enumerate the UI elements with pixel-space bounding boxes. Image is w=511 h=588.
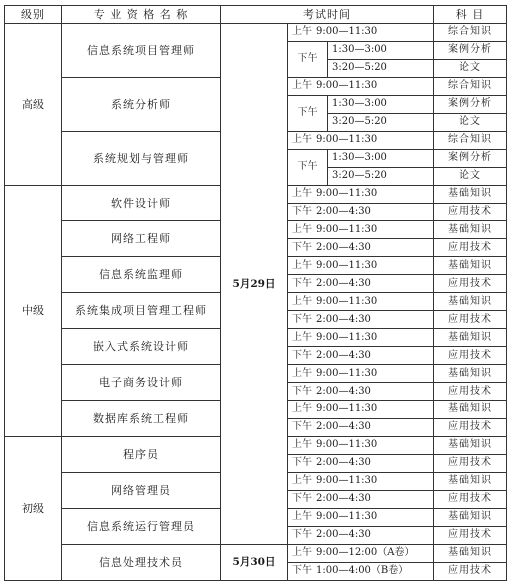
qualification-name: 网络管理员 xyxy=(62,472,221,508)
session-time xyxy=(288,131,434,149)
qualification-name: 嵌入式系统设计师 xyxy=(62,329,221,365)
time-range: 1:30—3:00 xyxy=(328,41,434,59)
subject-cell: 综合知识 xyxy=(434,131,507,149)
time-range: 9:00—11:30 xyxy=(316,188,378,200)
subject-cell: 论文 xyxy=(434,59,507,77)
time-range: 2:00—4:30 xyxy=(316,206,371,217)
subject-cell: 应用技术 xyxy=(434,239,507,257)
period-label: 上午 xyxy=(292,331,312,343)
time-range: 9:00—11:30 xyxy=(316,223,378,235)
session-time xyxy=(288,221,434,239)
subject-cell: 基础知识 xyxy=(434,508,507,526)
header-subject: 科 目 xyxy=(434,6,507,24)
header-row xyxy=(5,6,507,24)
subject-cell: 应用技术 xyxy=(434,562,507,580)
time-range: 2:00—4:30 xyxy=(316,349,371,361)
session-time xyxy=(288,401,434,419)
session-time xyxy=(288,293,434,311)
session-time xyxy=(288,77,434,95)
time-range: 1:30—3:00 xyxy=(328,149,434,167)
session-time xyxy=(288,454,434,472)
subject-cell: 案例分析 xyxy=(434,41,507,59)
session-time xyxy=(288,472,434,490)
session-time xyxy=(288,490,434,508)
subject-cell: 基础知识 xyxy=(434,221,507,239)
period-label: 下午 xyxy=(288,149,328,185)
session-time xyxy=(288,239,434,257)
qualification-name: 电子商务设计师 xyxy=(62,365,221,401)
time-range: 9:00—11:30 xyxy=(316,259,378,271)
subject-cell: 综合知识 xyxy=(434,77,507,95)
subject-cell: 应用技术 xyxy=(434,311,507,329)
time-range: 9:00—11:30 xyxy=(316,511,378,523)
period-label: 下午 xyxy=(292,385,312,397)
qualification-name: 系统分析师 xyxy=(62,77,221,131)
period-label: 下午 xyxy=(292,493,312,505)
period-label: 上午 xyxy=(292,223,312,235)
period-label: 上午 xyxy=(292,80,312,92)
period-label: 上午 xyxy=(292,259,312,271)
time-range: 2:00—4:30 xyxy=(316,493,371,505)
subject-cell: 基础知识 xyxy=(434,472,507,490)
period-label: 上午 xyxy=(292,439,312,451)
time-range: 9:00—11:30 xyxy=(316,80,378,92)
period-label: 上午 xyxy=(292,134,312,146)
time-range: 9:00—11:30 xyxy=(316,475,378,487)
header-level: 级别 xyxy=(5,6,62,24)
qualification-name: 信息处理技术员 xyxy=(62,544,221,580)
time-range: 1:00—4:00（B卷） xyxy=(316,565,409,577)
time-range: 3:20—5:20 xyxy=(328,59,434,77)
time-range: 9:00—11:30 xyxy=(316,367,378,379)
qualification-name: 网络工程师 xyxy=(62,221,221,257)
schedule-body xyxy=(5,24,507,581)
subject-cell: 案例分析 xyxy=(434,95,507,113)
period-label: 下午 xyxy=(292,565,312,577)
subject-cell: 应用技术 xyxy=(434,490,507,508)
session-time xyxy=(288,203,434,221)
period-label: 上午 xyxy=(292,26,312,38)
schedule-row xyxy=(5,24,507,42)
subject-cell: 论文 xyxy=(434,167,507,185)
qualification-name: 信息系统项目管理师 xyxy=(62,24,221,78)
session-time xyxy=(288,347,434,365)
period-label: 下午 xyxy=(292,206,312,217)
session-time xyxy=(288,418,434,436)
qualification-name: 系统规划与管理师 xyxy=(62,131,221,185)
subject-cell: 基础知识 xyxy=(434,329,507,347)
time-range: 9:00—11:30 xyxy=(316,134,378,146)
subject-cell: 综合知识 xyxy=(434,24,507,42)
subject-cell: 应用技术 xyxy=(434,454,507,472)
session-time xyxy=(288,275,434,293)
session-time xyxy=(288,185,434,203)
level-cell: 中级 xyxy=(5,185,62,436)
exam-date: 5月30日 xyxy=(221,544,288,580)
subject-cell: 基础知识 xyxy=(434,293,507,311)
subject-cell: 应用技术 xyxy=(434,203,507,221)
time-range: 9:00—11:30 xyxy=(316,26,378,38)
time-range: 1:30—3:00 xyxy=(328,95,434,113)
period-label: 上午 xyxy=(292,295,312,307)
session-time xyxy=(288,24,434,42)
subject-cell: 基础知识 xyxy=(434,544,507,562)
period-label: 上午 xyxy=(292,403,312,415)
period-label: 下午 xyxy=(288,95,328,131)
period-label: 下午 xyxy=(292,529,312,541)
subject-cell: 应用技术 xyxy=(434,347,507,365)
subject-cell: 应用技术 xyxy=(434,275,507,293)
subject-cell: 基础知识 xyxy=(434,185,507,203)
subject-cell: 应用技术 xyxy=(434,418,507,436)
session-time xyxy=(288,311,434,329)
period-label: 上午 xyxy=(292,547,312,559)
qualification-name: 程序员 xyxy=(62,436,221,472)
session-time xyxy=(288,436,434,454)
session-time xyxy=(288,329,434,347)
period-label: 上午 xyxy=(292,511,312,523)
time-range: 9:00—11:30 xyxy=(316,403,378,415)
level-cell: 高级 xyxy=(5,24,62,186)
subject-cell: 应用技术 xyxy=(434,383,507,401)
period-label: 下午 xyxy=(292,277,312,289)
level-cell: 初级 xyxy=(5,436,62,580)
exam-schedule-table xyxy=(4,5,507,581)
schedule-row xyxy=(5,544,507,562)
subject-cell: 基础知识 xyxy=(434,401,507,419)
time-range: 9:00—12:00（A卷） xyxy=(316,547,415,559)
time-range: 9:00—11:30 xyxy=(316,439,378,451)
period-label: 上午 xyxy=(292,475,312,487)
period-label: 下午 xyxy=(292,421,312,433)
qualification-name: 软件设计师 xyxy=(62,185,221,221)
qualification-name: 数据库系统工程师 xyxy=(62,401,221,437)
header-exam-time: 考试时间 xyxy=(221,6,434,24)
qualification-name: 系统集成项目管理工程师 xyxy=(62,293,221,329)
exam-date: 5月29日 xyxy=(221,24,288,545)
header-qualification-name: 专 业 资 格 名 称 xyxy=(62,6,221,24)
time-range: 2:00—4:30 xyxy=(316,457,371,469)
period-label: 上午 xyxy=(292,188,312,200)
session-time xyxy=(288,257,434,275)
time-range: 2:00—4:30 xyxy=(316,277,371,289)
subject-cell: 案例分析 xyxy=(434,149,507,167)
session-time xyxy=(288,508,434,526)
qualification-name: 信息系统监理师 xyxy=(62,257,221,293)
period-label: 下午 xyxy=(292,349,312,361)
time-range: 9:00—11:30 xyxy=(316,331,378,343)
period-label: 下午 xyxy=(292,241,312,253)
period-label: 上午 xyxy=(292,367,312,379)
session-time xyxy=(288,562,434,580)
period-label: 下午 xyxy=(292,313,312,325)
time-range: 2:00—4:30 xyxy=(316,385,371,397)
subject-cell: 应用技术 xyxy=(434,526,507,544)
subject-cell: 基础知识 xyxy=(434,436,507,454)
period-label: 下午 xyxy=(288,41,328,77)
time-range: 3:20—5:20 xyxy=(328,113,434,131)
time-range: 2:00—4:30 xyxy=(316,421,371,433)
subject-cell: 论文 xyxy=(434,113,507,131)
time-range: 2:00—4:30 xyxy=(316,241,371,253)
qualification-name: 信息系统运行管理员 xyxy=(62,508,221,544)
subject-cell: 基础知识 xyxy=(434,257,507,275)
time-range: 2:00—4:30 xyxy=(316,313,371,325)
session-time xyxy=(288,544,434,562)
subject-cell: 基础知识 xyxy=(434,365,507,383)
session-time xyxy=(288,526,434,544)
session-time xyxy=(288,365,434,383)
time-range: 9:00—11:30 xyxy=(316,295,378,307)
time-range: 2:00—4:30 xyxy=(316,529,371,541)
time-range: 3:20—5:20 xyxy=(328,167,434,185)
session-time xyxy=(288,383,434,401)
period-label: 下午 xyxy=(292,457,312,469)
